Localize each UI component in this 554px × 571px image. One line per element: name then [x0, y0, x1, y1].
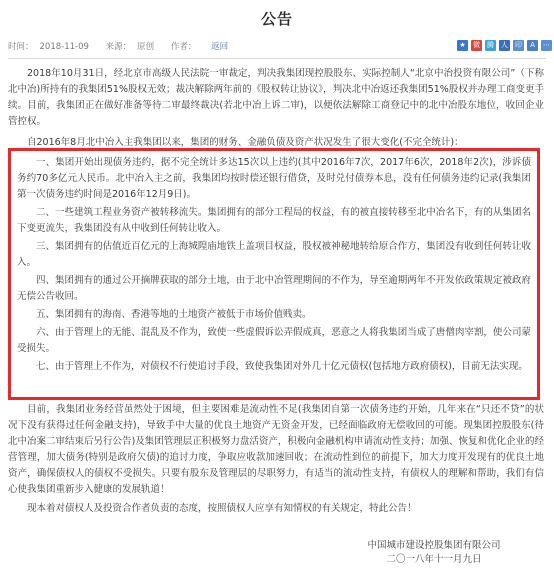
article-meta — [8, 40, 234, 52]
list-item: 三、集团拥有的估值近百亿元的上海城隍庙地铁上盖项目权益，股权被神秘地转给原合作方，集团没有收到任何转让收入。 — [17, 241, 531, 268]
signature-block — [334, 539, 534, 567]
list-item: 六、由于管理上的无能、混乱及不作为，致使一些虚假诉讼弄假成真，恶意之人将我集团当成了唐僧肉宰割，使公司蒙受损失。 — [17, 327, 531, 354]
share-font-icon[interactable]: A — [527, 40, 538, 51]
list-item: 四、集团拥有的通过公开摘牌获取的部分土地，由于北中冶管理期间的不作为，导至逾期两年不开发依政策规定被政府无偿公告收回。 — [17, 275, 531, 302]
source-label: 来源： — [105, 42, 132, 52]
share-renren-icon[interactable]: 人 — [501, 41, 508, 49]
lead-paragraph: 自2016年8月北中冶入主我集团以来，集团的财务、金融负债及资产状况发生了很大变化(不完全统计)： — [27, 137, 464, 148]
closing-paragraph: 现本着对债权人及投资合作者负责的态度，按照债权人应享有知情权的有关规定，特此公告！ — [27, 503, 417, 514]
status-paragraph: 目前，我集团业务经营虽然处于困境，但主要困难是流动性不足(我集团自第一次债务违约开始，几年来在“只还不贷”的状况下没有获得过任何金融支持)，导致手中大量的优良土地资产无资金开发，已经面临政府无偿收回的可能。现集团控股股东(待北中冶案二审结束后另行公告)及集团管理层正积极努力盘活资产，积极向金融机构申请流动性支持；加强、恢复和优化企业的经营管理，加大债务(特别是政府欠债)的追讨力度，争取应收款加速回收；在流动性到位的前提下，加大力度开发现有的优良土地资产，确保债权人的债权不受损失。只要有股东及管理层的尽职努力，有适当的流动性支持，有债权人的理解和帮助，我们有信心使我集团重新步入健康的发展轨道！ — [8, 404, 544, 495]
back-link[interactable]: 返回 — [211, 42, 229, 52]
author-label: 作者： — [170, 42, 197, 52]
signature-company: 中国城市建设控股集团有限公司 — [367, 540, 501, 551]
source-value: 原创 — [137, 42, 155, 52]
share-qzone-icon[interactable]: ★ — [457, 40, 468, 51]
list-item: 一、集团开始出现债务违约，据不完全统计多达15次以上违约(其中2016年7次，2017年6次，2018年2次)，涉诉债务约70多亿元人民币。北中冶入主之前，我集团均按时偿还银行借贷，及时兑付债券本息，没有任何债务违约记录(我集团第一次债务违约时间是2016年12月9日)。 — [17, 157, 531, 200]
share-more-icon[interactable]: ⋯ — [543, 41, 550, 49]
intro-paragraph: 2018年10月31日，经北京市高级人民法院一审裁定，判决我集团现控股股东、实际控制人“北京中治投资有限公司”（下称北中冶)所持有的我集团51%股权无效；裁决解除两年前的《股权转让协议》，判决北中冶返还我集团51%股权并办理工商变更手续。目前，我集团正在做好准备等待二审最终裁决(若北中冶上诉二审)，以便依法解除工商登记中的北中冶股东地位，收回企业管控权。 — [8, 68, 544, 127]
share-tqq-icon[interactable]: 腾 — [487, 41, 494, 49]
page-title: 公告 — [260, 10, 293, 28]
list-item: 五、集团拥有的海南、香港等地的土地资产被低于市场价值贱卖。 — [36, 309, 312, 320]
list-item: 二、一些建筑工程业务资产被转移流失。集团拥有的部分工程局的权益，有的被直接转移至北中冶名下，有的从集团名下变更流失，我集团没有从中收到任何转让收入。 — [17, 207, 531, 234]
divider — [8, 58, 546, 59]
share-print-icon[interactable]: 印 — [515, 41, 522, 49]
time-label: 时间： — [8, 42, 34, 52]
share-weibo-icon[interactable]: 微 — [473, 41, 480, 49]
share-toolbar — [457, 40, 552, 51]
highlight-box — [8, 148, 540, 400]
list-item: 七、由于管理上不作为，对债权不行使追讨手段，致使我集团对外几十亿元债权(包括地方政府债权)，目前无法实现。 — [36, 361, 528, 372]
signature-date: 二〇一八年十一月九日 — [386, 554, 482, 565]
publish-time: 2018-11-09 — [39, 42, 89, 52]
